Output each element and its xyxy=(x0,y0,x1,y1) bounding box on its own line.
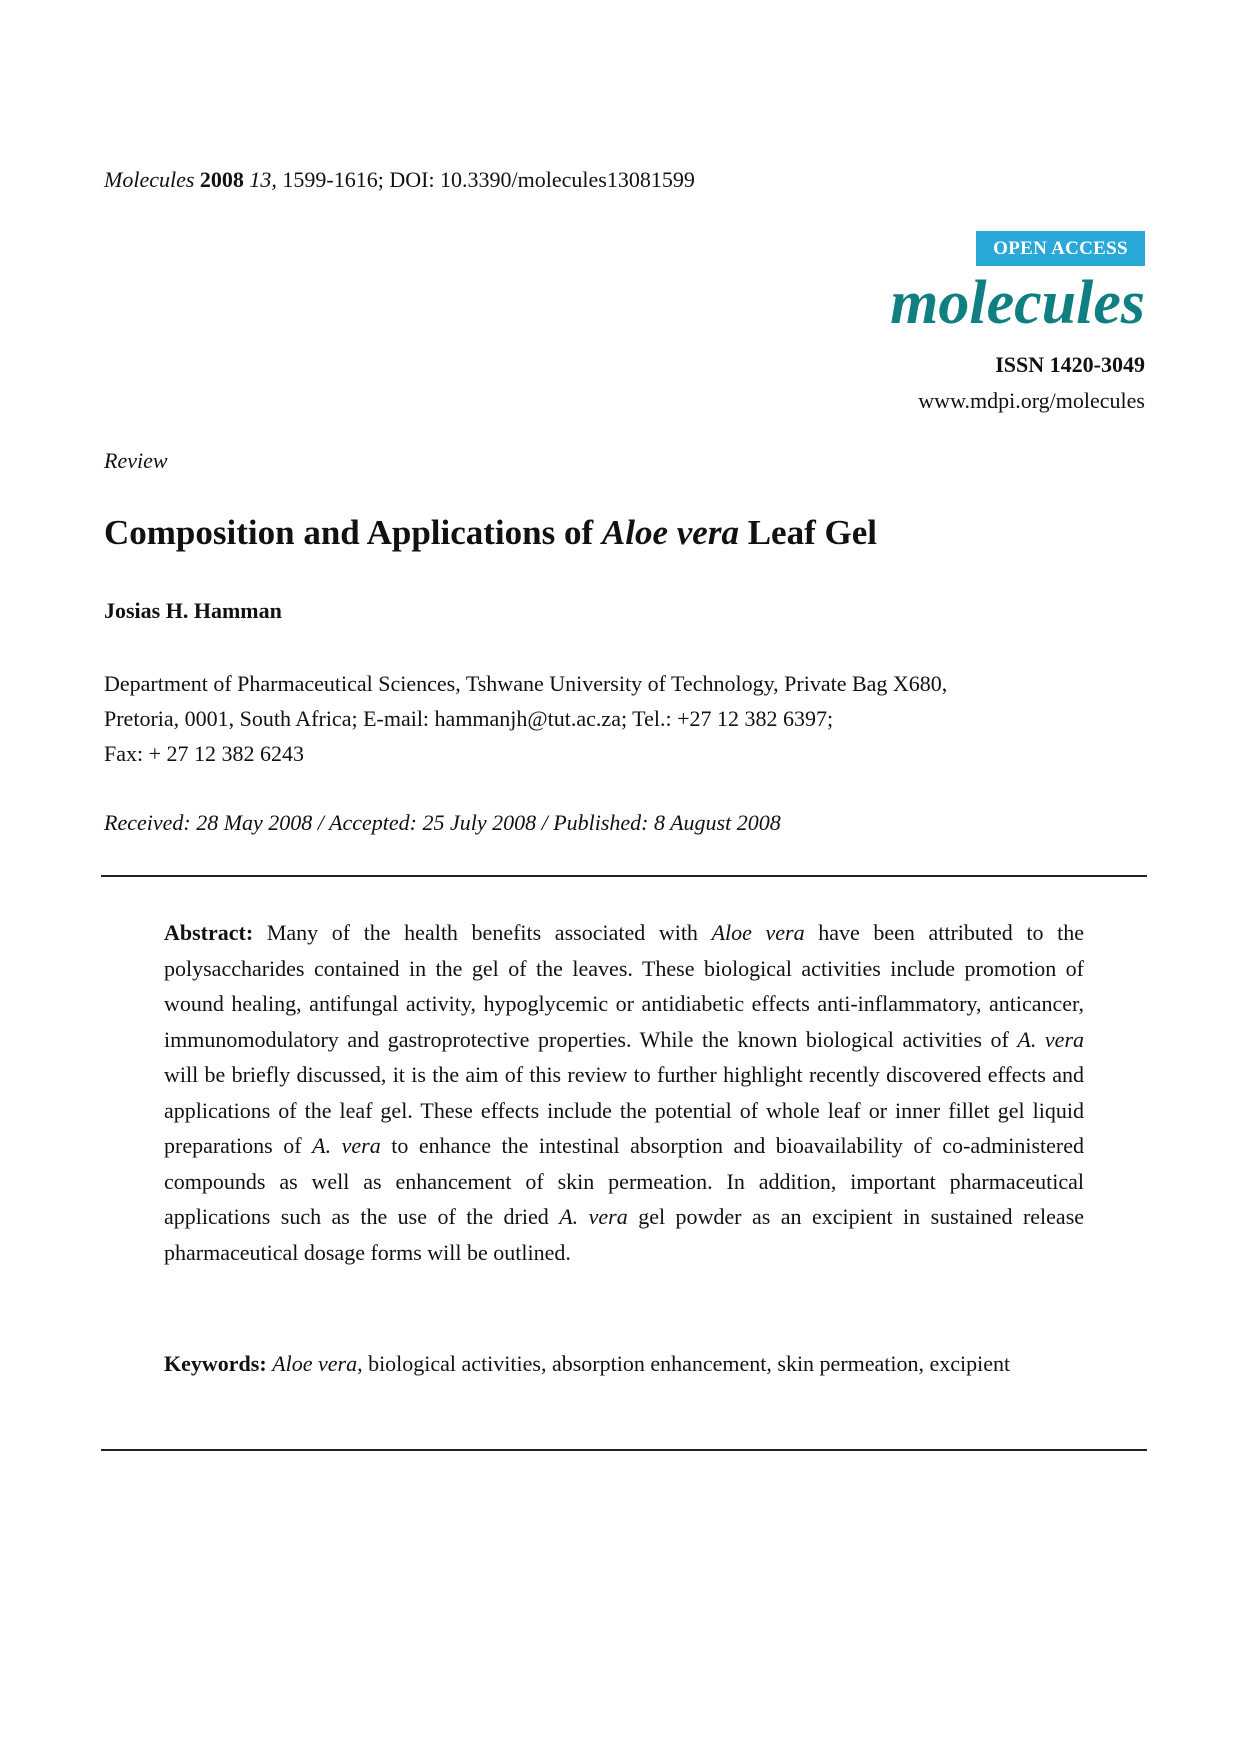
abstract-italic-1: Aloe vera xyxy=(711,920,805,945)
citation-journal: Molecules xyxy=(104,167,195,192)
top-divider xyxy=(101,875,1147,877)
abstract-text-1: Many of the health benefits associated with xyxy=(253,920,712,945)
keywords-rest: , biological activities, absorption enhancement, skin permeation, excipient xyxy=(357,1351,1011,1376)
author-name: Josias H. Hamman xyxy=(104,598,282,623)
citation-volume: 13, xyxy=(243,167,277,192)
affiliation-line-3: Fax: + 27 12 382 6243 xyxy=(104,741,305,766)
affiliation-line-1: Department of Pharmaceutical Sciences, Tshwane University of Technology, Private Bag X680, xyxy=(104,671,948,696)
abstract-italic-4: A. vera xyxy=(559,1204,628,1229)
keywords-italic-1: Aloe vera xyxy=(272,1351,358,1376)
author-affiliation xyxy=(104,666,1144,771)
citation-line xyxy=(104,166,695,194)
title-species: Aloe vera xyxy=(601,513,739,552)
citation-year: 2008 xyxy=(199,167,244,192)
article-title xyxy=(104,511,877,555)
abstract-text-3: will be briefly discussed, it is the aim of this review to further highlight recently discovered effects and applications of the leaf gel. These effects include the potential of whole leaf or inner fillet gel liquid preparations of xyxy=(164,1062,1084,1158)
citation-pages-doi: 1599-1616; DOI: 10.3390/molecules13081599 xyxy=(276,167,695,192)
abstract-label: Abstract: xyxy=(164,920,254,945)
abstract-text-5: gel powder as an excipient in sustained release pharmaceutical dosage forms will be outlined. xyxy=(164,1204,1085,1265)
keywords-label: Keywords: xyxy=(164,1351,267,1376)
affiliation-line-2: Pretoria, 0001, South Africa; E-mail: hammanjh@tut.ac.za; Tel.: +27 12 382 6397; xyxy=(104,706,834,731)
issn: ISSN 1420-3049 xyxy=(995,352,1145,377)
article-type: Review xyxy=(104,448,168,473)
title-part-1: Composition and Applications of xyxy=(104,513,602,552)
publication-dates: Received: 28 May 2008 / Accepted: 25 July 2008 / Published: 8 August 2008 xyxy=(104,810,781,835)
abstract-text-4: to enhance the intestinal absorption and bioavailability of co-administered compounds as well as enhancement of skin permeation. In addition, important pharmaceutical applications such as the use of the dried xyxy=(164,1133,1085,1229)
keywords xyxy=(164,1346,1084,1382)
journal-logo-text: molecules xyxy=(890,269,1145,337)
abstract-italic-2: A. vera xyxy=(1017,1026,1085,1052)
bottom-divider xyxy=(101,1449,1147,1451)
abstract xyxy=(164,915,1084,1270)
title-part-2: Leaf Gel xyxy=(738,513,877,552)
journal-website: www.mdpi.org/molecules xyxy=(918,388,1145,413)
abstract-text-2: have been attributed to the polysaccharides contained in the gel of the leaves. These biological activities include promotion of wound healing, antifungal activity, hypoglycemic or antidiabetic effects anti-inflammatory, anticancer, immunomodulatory and gastroprotective properties. While the known biological activities of xyxy=(164,920,1085,1052)
abstract-italic-3: A. vera xyxy=(312,1133,381,1158)
open-access-badge: OPEN ACCESS xyxy=(976,231,1145,266)
